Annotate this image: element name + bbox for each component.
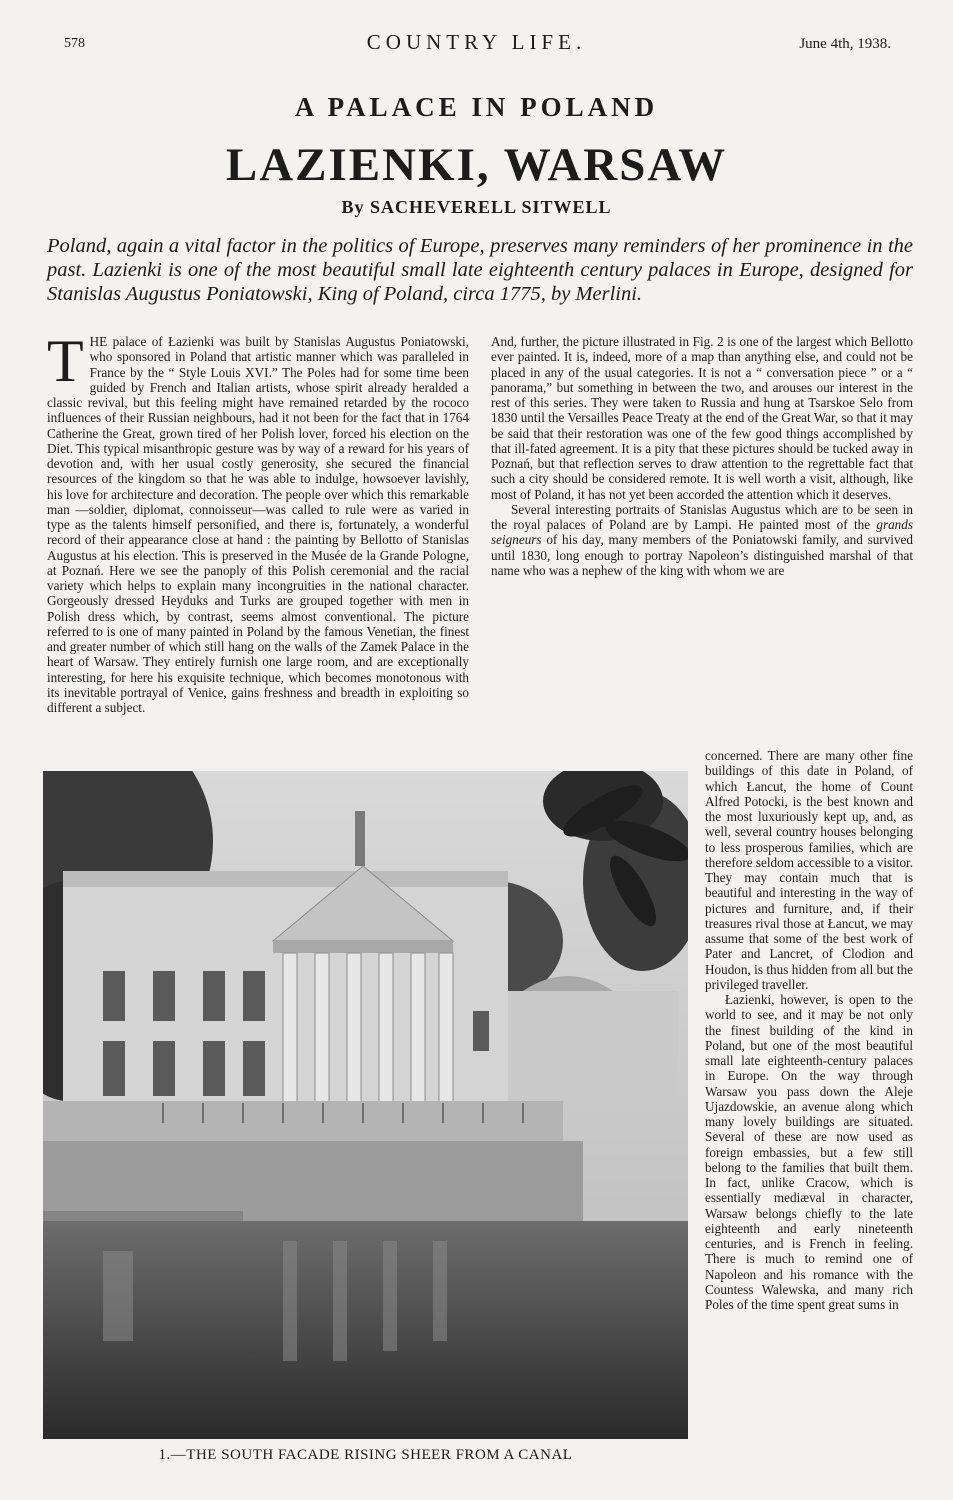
masthead: COUNTRY LIFE. — [366, 30, 587, 54]
standfirst: Poland, again a vital factor in the politics of Europe, preserves many reminders of her prominence in the past. Lazienki is one of the most beautiful small late eighteenth century palaces in Europe, designed for Stanislas Augustus Poniatowski, King of Poland, circa 1775, by Merlini. — [47, 235, 913, 305]
issue-date: June 4th, 1938. — [799, 36, 891, 52]
paragraph-2: And, further, the picture illustrated in Fig. 2 is one of the largest which Bellotto ever painted. It is, indeed, more of a map than anything else, and could not be placed in any of the usual categories. It is not a “ conversation piece ” or a “ panorama,” but something in between the two, and arouses our interest in the rest of this series. They were taken to Russia and hung at Tsarskoe Selo from 1830 until the Versailles Peace Treaty at the end of the Great War, so that it may be said that their restoration was one of the few good things accomplished by that ill-fated agreement. It is a pity that these pictures should be tucked away in Poznań, but that reflection serves to draw attention to the regrettable fact that such a city should be considered remote. It is well worth a visit, although, like most of Poland, it has not yet been accorded the attention which it deserves. — [491, 334, 913, 502]
photo-caption: 1.—THE SOUTH FACADE RISING SHEER FROM A CANAL — [158, 1447, 573, 1463]
palace-photograph — [43, 771, 688, 1439]
paragraph-3-text-b: of his day, many members of the Poniatowski family, and survived until 1830, long enough to portray Napoleon’s distinguished marshal of that name who was a nephew of the king with whom we are — [491, 532, 913, 578]
drop-cap: T — [47, 328, 84, 394]
article-kicker: A PALACE IN POLAND — [294, 92, 659, 122]
body-column-left — [47, 328, 469, 715]
body-column-right — [491, 334, 913, 578]
article-title: LAZIENKI, WARSAW — [225, 139, 728, 191]
body-column-narrow — [705, 748, 913, 1312]
byline: By SACHEVERELL SITWELL — [341, 197, 612, 217]
paragraph-1-text: HE palace of Łazienki was built by Stanislas Augustus Poniatowski, who sponsored in Poland that artistic manner which was paralleled in France by the “ Style Louis XVI.” The Poles had for some time been guided by French and Italian artists, whose spirit already heralded a classic revival, but this feeling might have remained retarded by the rococo influences of their Russian neighbours, had it not been for the fact that in 1764 Catherine the Great, grown tired of her Polish lover, forced his election on the Diet. This typical misanthropic gesture was by way of a reward for his years of devotion and, with her usual costly generosity, she secured the financial resources of the kingdom so that he was able to indulge, howsoever lavishly, his love for architecture and decoration. The people over which this remarkable man —soldier, diplomat, connoisseur—was called to rule were as varied in type as the talents himself personified, and there is, fortunately, a wonderful record of their appearance close at hand : the painting by Bellotto of Stanislas Augustus at his election. This is preserved in the Musée de la Grande Pologne, at Poznań. Here we see the panoply of this Polish ceremonial and the racial variety which helps to explain many incongruities in the national character. Gorgeously dressed Heyduks and Turks are grouped together with men in Polish dress which, by contrast, seems almost conventional. The picture referred to is one of many painted in Poland by the famous Venetian, the finest and greater number of which still hang on the walls of the Zamek Palace in the heart of Warsaw. They entirely furnish one large room, and are exceptionally interesting, for here his exquisite technique, which becomes monotonous with its inevitable portrayal of Venice, gains freshness and breadth in exploiting so different a subject. — [47, 334, 469, 715]
paragraph-4: Łazienki, however, is open to the world to see, and it may be not only the finest building of the kind in Poland, but one of the most beautiful small late eighteenth-century palaces in Europe. On the way through Warsaw you pass down the Aleje Ujazdowskie, an avenue along which many lovely buildings are situated. Several of these are now used as foreign embassies, but a few still belong to the families that built them. In fact, unlike Cracow, which is essentially mediæval in character, Warsaw belongs chiefly to the late eighteenth and early nineteenth centuries, and is French in feeling. There is much to remind one of Napoleon and his romance with the Countess Walewska, and many rich Poles of the time spent great sums in — [705, 992, 913, 1312]
paragraph-3-text-a: Several interesting portraits of Stanislas Augustus which are to be seen in the royal palaces of Poland are by Lampi. He painted most of the — [491, 501, 913, 532]
paragraph-3-continued: concerned. There are many other fine buildings of this date in Poland, of which Łancut, the home of Count Alfred Potocki, is the best known and the most luxuriously kept up, and, as well, several country houses belonging to less prosperous families, which are therefore seldom accessible to a visitor. They may contain much that is beautiful and interesting in the way of pictures and furniture, and, if their treasures rival those at Łancut, we may assume that some of the best work of Pater and Lancret, of Clodion and Houdon, is thus hidden from all but the privileged traveller. — [705, 748, 913, 992]
paragraph-3 — [491, 502, 913, 578]
paragraph-3-italic: grands seigneurs — [491, 517, 913, 548]
page-number: 578 — [64, 36, 85, 51]
paragraph-1 — [47, 328, 469, 715]
